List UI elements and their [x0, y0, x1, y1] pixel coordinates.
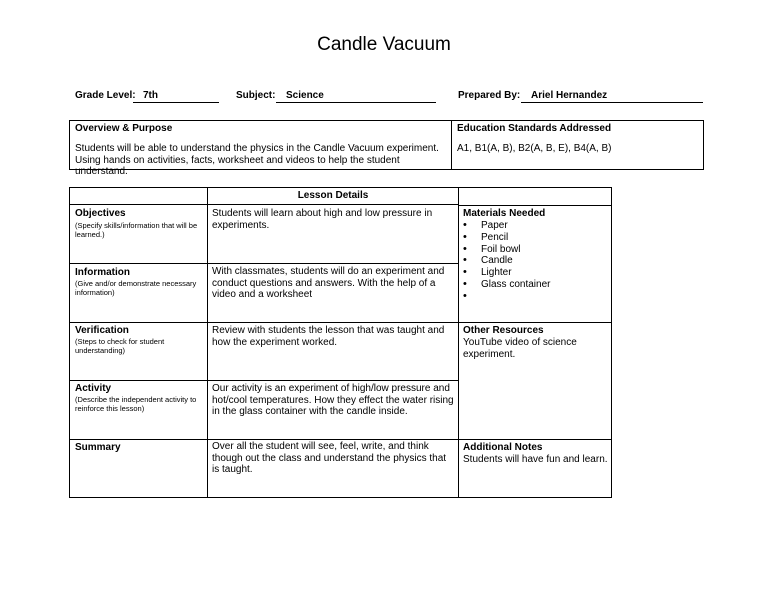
- materials-heading: Materials Needed: [463, 208, 546, 219]
- activity-label: Activity: [75, 383, 112, 394]
- list-item: • Paper: [463, 220, 608, 232]
- subject-label: Subject:: [236, 90, 276, 101]
- lesson-row-rule: [69, 263, 458, 264]
- lesson-row-rule: [69, 439, 612, 440]
- list-item: [463, 291, 608, 303]
- grade-level-label: Grade Level:: [75, 90, 136, 101]
- list-item: • Lighter: [463, 267, 608, 279]
- summary-label: Summary: [75, 442, 121, 453]
- standards-heading: Education Standards Addressed: [457, 123, 612, 134]
- verification-sub: (Steps to check for student understanding): [75, 337, 165, 355]
- materials-list: [463, 220, 608, 303]
- prepared-by-label: Prepared By:: [458, 90, 521, 101]
- lesson-col-divider-1: [207, 187, 208, 498]
- overview-text: Students will be able to understand the physics in the Candle Vacuum experiment. Using hands on activities, facts, worksheet and videos to help the student understand.: [75, 143, 439, 177]
- information-sub: (Give and/or demonstrate necessary information): [75, 279, 197, 297]
- resources-text: YouTube video of science experiment.: [463, 337, 577, 360]
- objectives-text: Students will learn about high and low pressure in experiments.: [212, 208, 433, 231]
- lesson-row-rule: [69, 380, 458, 381]
- list-item: • Candle: [463, 255, 608, 267]
- grade-level-value: 7th: [133, 90, 219, 103]
- information-text: With classmates, students will do an experiment and conduct questions and answers. With the help of a video and a worksheet: [212, 266, 445, 300]
- objectives-label: Objectives: [75, 208, 126, 219]
- objectives-sub: (Specify skills/information that will be learned.): [75, 221, 198, 239]
- list-item: • Pencil: [463, 232, 608, 244]
- lesson-row-rule: [458, 205, 612, 206]
- notes-heading: Additional Notes: [463, 442, 543, 453]
- information-label: Information: [75, 267, 130, 278]
- list-item: • Foil bowl: [463, 244, 608, 256]
- notes-text: Students will have fun and learn.: [463, 454, 608, 465]
- activity-text: Our activity is an experiment of high/low pressure and hot/cool temperatures. How they effect the water rising in the glass container with the candle inside.: [212, 383, 454, 417]
- lesson-col-divider-2: [458, 187, 459, 498]
- list-item: • Glass container: [463, 279, 608, 291]
- resources-heading: Other Resources: [463, 325, 544, 336]
- standards-text: A1, B1(A, B), B2(A, B, E), B4(A, B): [457, 143, 612, 154]
- verification-text: Review with students the lesson that was taught and how the experiment worked.: [212, 325, 445, 348]
- subject-value: Science: [276, 90, 436, 103]
- overview-heading: Overview & Purpose: [75, 123, 173, 134]
- page-title: Candle Vacuum: [317, 34, 451, 55]
- summary-text: Over all the student will see, feel, write, and think though out the class and understand the physics that is taught.: [212, 441, 447, 475]
- overview-divider: [451, 120, 452, 170]
- lesson-row-rule: [69, 204, 458, 205]
- prepared-by-value: Ariel Hernandez: [521, 90, 703, 103]
- lesson-row-rule: [69, 322, 612, 323]
- lesson-details-header: Lesson Details: [297, 190, 369, 201]
- activity-sub: (Describe the independent activity to reinforce this lesson): [75, 395, 197, 413]
- verification-label: Verification: [75, 325, 129, 336]
